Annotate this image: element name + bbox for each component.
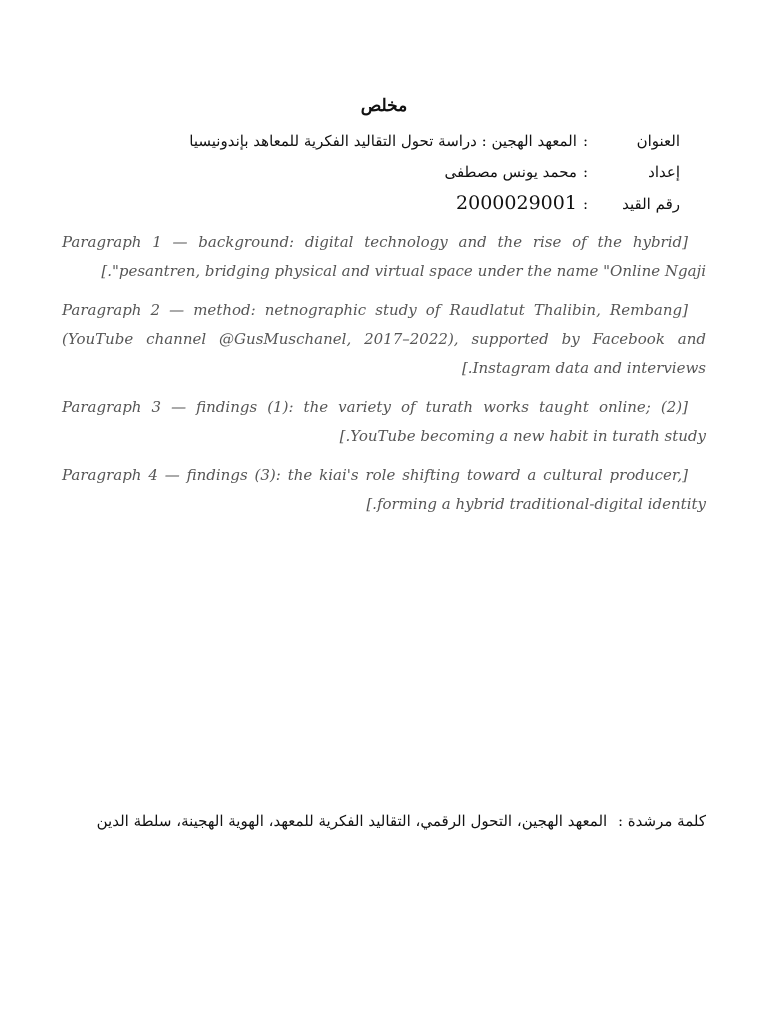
- meta-value: المعهد الهجين : دراسة تحول التقاليد الفكرية للمعاهد بإندونيسيا: [189, 132, 577, 150]
- keywords-label: كلمة مرشدة :: [617, 812, 706, 830]
- keywords-line: [62, 812, 706, 830]
- meta-label: إعداد: [648, 163, 680, 181]
- meta-label: رقم القيد: [622, 195, 680, 213]
- paragraph: [Paragraph 2 — method: netnographic study of Raudlatut Thalibin, Rembang (YouTube channel @GusMuschanel, 2017–2022), supported by Facebook and Instagram data and interviews.]: [62, 301, 706, 377]
- paragraph: [Paragraph 1 — background: digital technology and the rise of the hybrid pesantren, bridging physical and virtual space under the name "Online Ngaji".]: [62, 233, 706, 280]
- meta-title-row: [88, 132, 680, 150]
- paragraph: [Paragraph 3 — findings (1): the variety of turath works taught online; (2) YouTube becoming a new habit in turath study.]: [62, 398, 706, 445]
- meta-value: محمد يونس مصطفى: [444, 163, 577, 181]
- meta-value: 2000029001: [456, 192, 577, 214]
- paragraph: [Paragraph 4 — findings (3): the kiai's role shifting toward a cultural producer, forming a hybrid traditional-digital identity.]: [62, 466, 706, 513]
- meta-author-row: [88, 163, 680, 181]
- meta-id-row: [88, 192, 680, 214]
- meta-label: العنوان: [636, 132, 680, 150]
- meta-separator: :: [582, 195, 588, 213]
- abstract-title: مخلص: [360, 96, 408, 116]
- meta-separator: :: [582, 163, 588, 181]
- abstract-body: [62, 228, 706, 529]
- meta-separator: :: [582, 132, 588, 150]
- keywords-text: المعهد الهجين، التحول الرقمي، التقاليد الفكرية للمعهد، الهوية الهجينة، سلطة الدين: [96, 812, 608, 830]
